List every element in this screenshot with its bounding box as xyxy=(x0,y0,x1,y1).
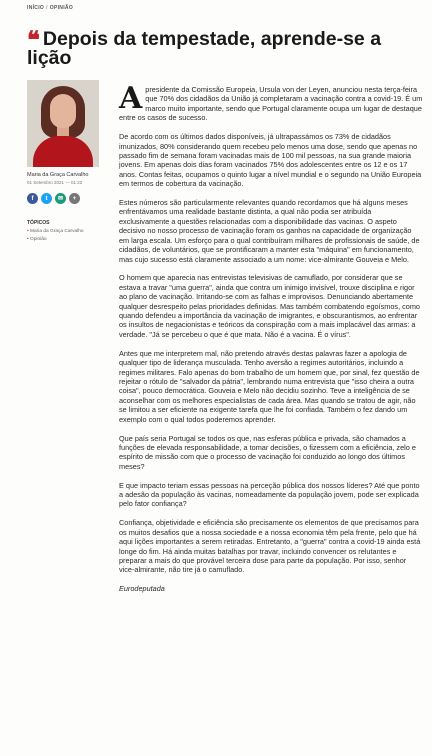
title-text: Depois da tempestade, aprende-se a lição xyxy=(27,28,382,69)
lead-paragraph: Apresidente da Comissão Europeia, Ursula von der Leyen, anunciou nesta terça-feira que 70% dos cidadãos da União já completaram a vacinação contra a covid-19. É um marco muito importante, sendo que Portugal claramente ocupa um lugar de destaque entre os casos de sucesso. xyxy=(119,81,423,123)
paragraph: Confiança, objetividade e eficiência são precisamente os elementos de que precisamos para os muitos desafios que a nossa sociedade e a nossa economia têm pela frente, pelo que há aqui lições importantes a serem retiradas. Entretanto, a "guerra" contra a covid-19 ainda está longe do fim. Há ainda muitas batalhas por travar, incluindo convencer os relutantes e preparar a mais do que provável terceira dose para parte da população. Por isso, senhor vice-almirante, não tire já o camuflado. xyxy=(119,518,421,575)
author-photo xyxy=(27,80,99,167)
breadcrumb xyxy=(27,5,73,11)
plus-icon[interactable]: + xyxy=(69,193,80,204)
quote-icon: ❝ xyxy=(27,25,40,54)
paragraph: Antes que me interpretem mal, não pretendo através destas palavras fazer a apologia de qualquer tipo de liderança musculada. Tenho aversão a regimes autoritários, incluindo a regimes militares. Falo apenas do bom trabalho de um homem que, por sinal, fez questão de rejeitar o rótulo de "salvador da pátria", lembrando numa entrevista que "isso cheira a outra coisa", pouco democrática. Gouveia e Melo não decidiu sozinho. Teve a inteligência de se aconselhar com os melhores especialistas de cada área. Mas quando se tratou de agir, não se limitou a ser eficiente na exigente tarefa que lhe foi confiada. Também o fez dando um exemplo com o qual todos poderemos aprender. xyxy=(119,348,420,424)
author-sidebar xyxy=(27,80,107,245)
breadcrumb-home-link[interactable]: INÍCIO xyxy=(27,5,45,11)
paragraph: O homem que aparecia nas entrevistas televisivas de camuflado, por considerar que se estava a travar "uma guerra", ainda que contra um inimigo invisível, trouxe disciplina e rigor ao plano de vacinação. Irritando-se com as falhas e improvisos. Denunciando abertamente qualquer desrespeito pelas prioridades definidas. Mas também combatendo egoísmos, como quando defendeu a importância da vacinação de imigrantes, e obscurantismos, ao enfrentar os insultos de negacionistas e teóricos da conspiração com a mais implacável das armas: a verdade. "Já se percebeu o que é que mata. Não é a vacina. É o vírus". xyxy=(119,273,420,339)
topic-link[interactable]: • Maria da Graça Carvalho xyxy=(27,229,107,234)
publish-date: 01 Setembro 2021 — 01:22 xyxy=(27,180,83,185)
author-name[interactable]: Maria da Graça Carvalho xyxy=(27,172,89,178)
article-body xyxy=(119,81,423,603)
dropcap: A xyxy=(119,81,143,116)
twitter-icon[interactable]: t xyxy=(41,193,52,204)
topics-box xyxy=(27,220,107,242)
breadcrumb-section-link[interactable]: OPINIÃO xyxy=(49,5,74,11)
author-signature: Eurodeputada xyxy=(119,584,165,594)
topics-heading: TÓPICOS xyxy=(27,220,50,226)
paragraph: E que impacto teriam essas pessoas na perceção pública dos nossos líderes? Até que ponto a adesão da população às vacinas, nomeadamente da população jovem, pode ser explicada pelo fator confiança? xyxy=(119,480,420,509)
paragraph: De acordo com os últimos dados disponíveis, já ultrapassámos os 73% de cidadãos imunizados, 80% considerando quem recebeu pelo menos uma dose, sendo que apenas no passado fim de semana foram vacinadas mais de 100 mil pessoas, na sua grande maioria jovens. Em apenas dois dias foram vacinados 75% dos adolescentes entre os 12 e os 17 anos. Contas feitas, ocupamos o quinto lugar a nível mundial e o segundo na União Europeia em termos de cobertura da vacinação. xyxy=(119,132,422,189)
page-title xyxy=(27,27,422,68)
facebook-icon[interactable]: f xyxy=(27,193,38,204)
paragraph: Estes números são particularmente relevantes quando recordamos que há alguns meses enfrentávamos uma realidade bastante distinta, a qual não podia ser atribuída exclusivamente a questões relacionadas com a disponibilidade das vacinas. O aspeto decisivo no nosso processo de vacinação foram os ganhos na capacidade de organização em larga escala. Um esforço para o qual contribuíram milhares de profissionais de saúde, de cidadãos, de voluntários, que se prontificaram a manter esta "máquina" em funcionamento, mas cujo sucesso está claramente associado a um nome: vice-almirante Gouveia e Melo. xyxy=(119,198,420,264)
breadcrumb-separator: / xyxy=(46,5,48,11)
share-buttons xyxy=(27,193,107,204)
email-icon[interactable]: ✉ xyxy=(55,193,66,204)
topic-link[interactable]: • Opinião xyxy=(27,237,107,242)
paragraph: Que país seria Portugal se todos os que, nas esferas pública e privada, são chamados a funções de elevada responsabilidade, a tomar decisões, o fizessem com a eficiência, zelo e espírito de missão com que o processo de vacinação foi conduzido ao longo dos últimos meses? xyxy=(119,433,416,471)
